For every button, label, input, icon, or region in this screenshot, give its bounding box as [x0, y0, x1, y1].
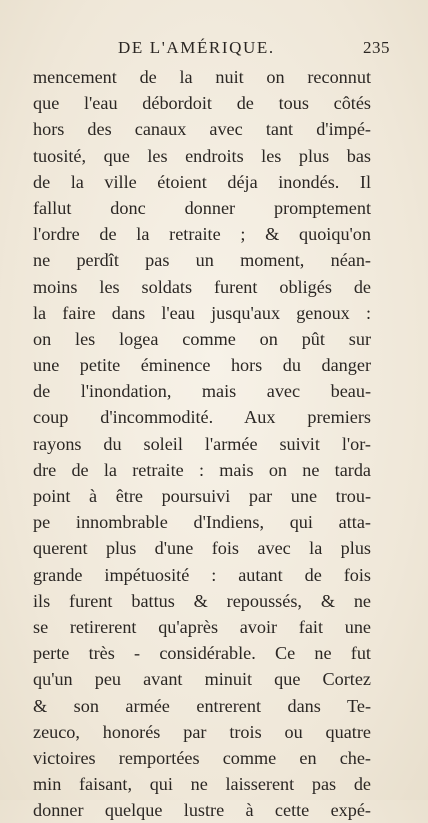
- text-line: rayons du soleil l'armée suivit l'or-: [33, 433, 371, 454]
- text-line: pe innombrable d'Indiens, qui atta-: [33, 512, 371, 533]
- text-line: on les logea comme on pût sur: [33, 328, 371, 349]
- text-line: perte très - considérable. Ce ne fut: [33, 643, 371, 664]
- text-line: dre de la retraite : mais on ne tarda: [33, 459, 371, 480]
- text-line: tuosité, que les endroits les plus bas: [33, 145, 371, 166]
- text-line: qu'un peu avant minuit que Cortez: [33, 669, 371, 690]
- text-line: l'ordre de la retraite ; & quoiqu'on: [33, 224, 371, 245]
- text-line: une petite éminence hors du danger: [33, 355, 371, 376]
- body-text: [33, 64, 371, 823]
- text-line: de la ville étoient déja inondés. Il: [33, 171, 371, 192]
- text-line: ne perdît pas un moment, néan-: [33, 250, 371, 271]
- text-line: donner quelque lustre à cette expé-: [33, 800, 371, 821]
- text-line: la faire dans l'eau jusqu'aux genoux :: [33, 302, 371, 323]
- text-line: querent plus d'une fois avec la plus: [33, 538, 371, 559]
- text-line: hors des canaux avec tant d'impé-: [33, 119, 371, 140]
- text-line: grande impétuosité : autant de fois: [33, 564, 371, 585]
- text-line: & son armée entrerent dans Te-: [33, 695, 371, 716]
- text-line: zeuco, honorés par trois ou quatre: [33, 721, 371, 742]
- text-line: que l'eau débordoit de tous côtés: [33, 93, 371, 114]
- running-head: DE L'AMÉRIQUE.: [118, 38, 275, 57]
- text-line: mencement de la nuit on reconnut: [33, 67, 371, 87]
- text-line: victoires remportées comme en che-: [33, 747, 371, 768]
- text-line: coup d'incommodité. Aux premiers: [33, 407, 371, 428]
- text-line: fallut donc donner promptement: [33, 197, 371, 218]
- text-line: point à être poursuivi par une trou-: [33, 486, 371, 506]
- text-line: moins les soldats furent obligés de: [33, 276, 371, 297]
- text-line: de l'inondation, mais avec beau-: [33, 381, 371, 402]
- text-line: se retirerent qu'après avoir fait une: [33, 616, 371, 637]
- text-line: min faisant, qui ne laisserent pas de: [33, 774, 371, 795]
- page-number: 235: [363, 38, 390, 57]
- text-line: ils furent battus & repoussés, & ne: [33, 590, 371, 611]
